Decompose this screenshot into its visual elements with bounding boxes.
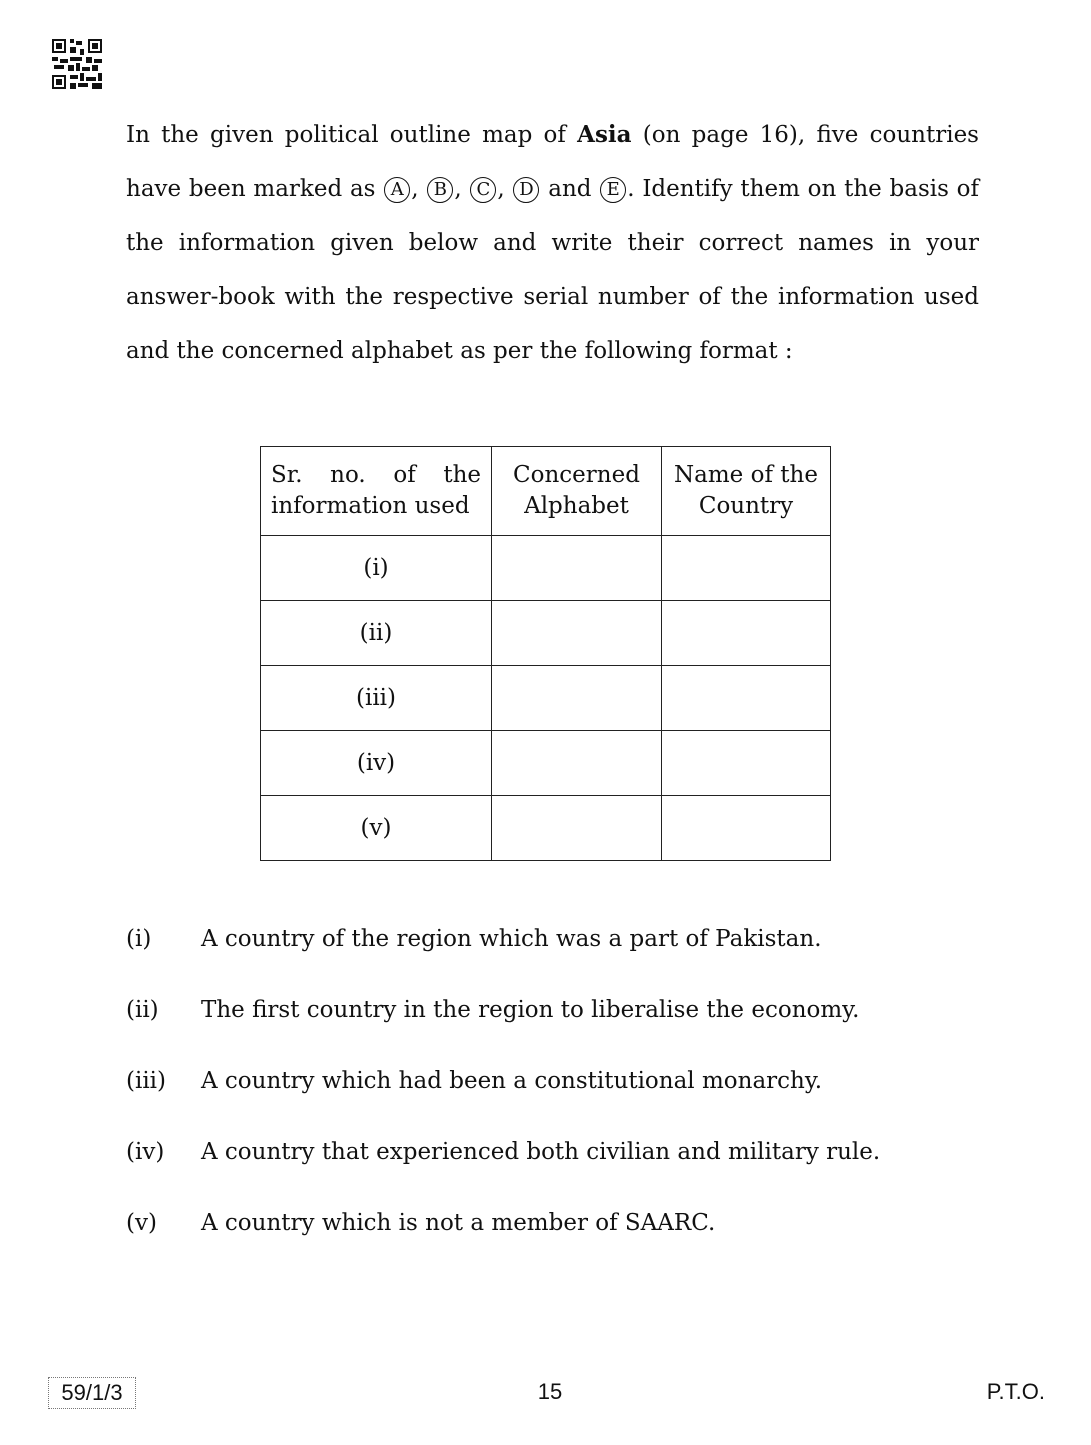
intro-text-1: In the given political outline map of	[126, 122, 578, 148]
header-line: Country	[698, 493, 794, 519]
item-number: (iii)	[126, 1068, 167, 1094]
header-sr-no	[261, 447, 492, 536]
question-intro	[126, 108, 979, 378]
row-serial: (v)	[261, 796, 492, 861]
marker-e: E	[600, 177, 626, 203]
alphabet-cell	[492, 601, 662, 666]
header-line: Name of the	[674, 462, 818, 488]
row-serial: (ii)	[261, 601, 492, 666]
separator: ,	[497, 176, 513, 202]
table-row	[261, 536, 831, 601]
information-list	[126, 926, 986, 1281]
list-item	[126, 997, 986, 1068]
alphabet-cell	[492, 731, 662, 796]
alphabet-cell	[492, 666, 662, 731]
header-line: Concerned	[513, 462, 640, 488]
marker-a: A	[384, 177, 410, 203]
intro-text-3: . Identify them on the basis of the information given below and write their correct names in your answer-book with the respective serial number of the information used and the concerned alphabet as per the following format :	[126, 176, 980, 364]
header-line: information used	[271, 493, 470, 519]
qr-code	[52, 39, 102, 89]
country-cell	[662, 731, 831, 796]
item-number: (i)	[126, 926, 152, 952]
header-line: Alphabet	[524, 493, 629, 519]
country-cell	[662, 666, 831, 731]
item-number: (iv)	[126, 1139, 165, 1165]
conjunction: and	[540, 176, 600, 202]
item-text: A country which had been a constitutional monarchy.	[201, 1068, 823, 1094]
item-text: A country of the region which was a part of Pakistan.	[201, 926, 822, 952]
answer-format-table	[260, 446, 831, 861]
table-row	[261, 731, 831, 796]
row-serial: (iv)	[261, 731, 492, 796]
paper-code: 59/1/3	[48, 1377, 136, 1409]
intro-bold-asia: Asia	[577, 121, 632, 148]
item-text: The first country in the region to liberalise the economy.	[201, 997, 860, 1023]
table-header-row	[261, 447, 831, 536]
alphabet-cell	[492, 536, 662, 601]
table-row	[261, 666, 831, 731]
list-item	[126, 926, 986, 997]
country-cell	[662, 601, 831, 666]
item-text: A country that experienced both civilian and military rule.	[201, 1139, 881, 1165]
marker-b: B	[427, 177, 453, 203]
alphabet-cell	[492, 796, 662, 861]
country-cell	[662, 536, 831, 601]
page-number: 15	[537, 1379, 563, 1404]
list-item	[126, 1210, 986, 1281]
table-row	[261, 796, 831, 861]
list-item	[126, 1068, 986, 1139]
country-cell	[662, 796, 831, 861]
marker-c: C	[470, 177, 496, 203]
separator: ,	[411, 176, 427, 202]
row-serial: (iii)	[261, 666, 492, 731]
item-number: (ii)	[126, 997, 159, 1023]
list-item	[126, 1139, 986, 1210]
please-turn-over: P.T.O.	[986, 1379, 1045, 1404]
header-country-name	[662, 447, 831, 536]
intro-text-2: (on page 16), five countries have been marked as	[126, 122, 979, 202]
table-row	[261, 601, 831, 666]
row-serial: (i)	[261, 536, 492, 601]
item-number: (v)	[126, 1210, 157, 1236]
header-concerned-alphabet	[492, 447, 662, 536]
separator: ,	[454, 176, 470, 202]
item-text: A country which is not a member of SAARC.	[201, 1210, 716, 1236]
header-line: Sr. no. of the	[271, 462, 481, 488]
marker-d: D	[513, 177, 539, 203]
